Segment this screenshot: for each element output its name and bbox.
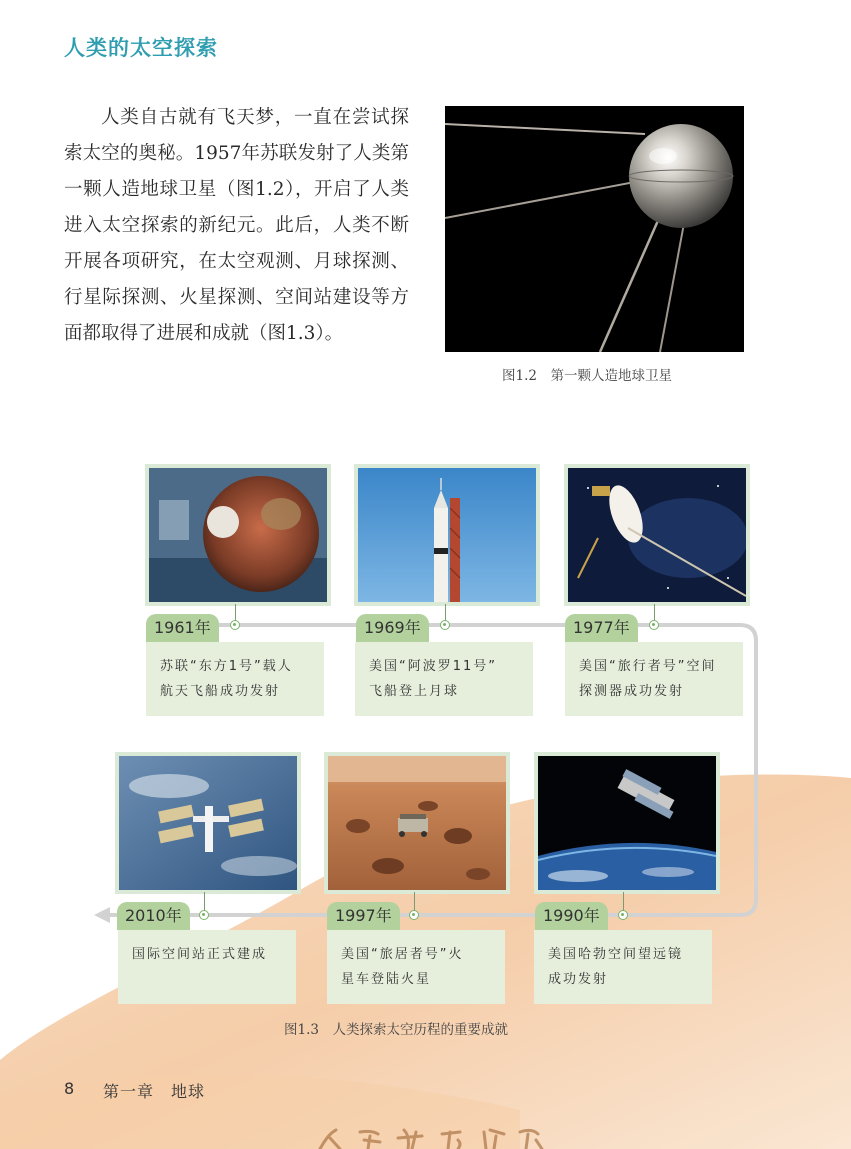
publisher-logo [300, 1120, 560, 1149]
event-desc-line: 美国“旅居者号”火 [341, 947, 464, 962]
timeline-dot [409, 910, 419, 920]
page-number: 8 [64, 1079, 75, 1098]
event-desc-1977 [565, 642, 743, 716]
year-tag-2010: 2010年 [117, 902, 190, 930]
sputnik-photo [445, 106, 744, 352]
timeline-dot [440, 620, 450, 630]
year-tag-1969: 1969年 [356, 614, 429, 642]
photo-apollo-11 [354, 464, 540, 606]
intro-paragraph: 人类自古就有飞天梦，一直在尝试探索太空的奥秘。1957年苏联发射了人类第一颗人造地球卫星（图1.2），开启了人类进入太空探索的新纪元。此后，人类不断开展各项研究，在太空观测、月球探测、行星际探测、火星探测、空间站建设等方面都取得了进展和成就（图1.3）。 [64, 107, 409, 344]
figure-1-3-caption: 图1.3 人类探索太空历程的重要成就 [284, 1022, 508, 1038]
photo-vostok-1 [145, 464, 331, 606]
event-desc-1990 [534, 930, 712, 1004]
year-tag-1977: 1977年 [565, 614, 638, 642]
event-desc-line: 国际空间站正式建成 [132, 947, 268, 962]
timeline-dot [649, 620, 659, 630]
year-tag-1961: 1961年 [146, 614, 219, 642]
photo-voyager [564, 464, 750, 606]
event-desc-line: 探测器成功发射 [579, 684, 685, 699]
chapter-label: 第一章 地球 [103, 1082, 206, 1101]
event-desc-line: 航天飞船成功发射 [160, 684, 281, 699]
year-tag-1997: 1997年 [327, 902, 400, 930]
event-desc-1997 [327, 930, 505, 1004]
timeline-dot [618, 910, 628, 920]
event-desc-2010 [118, 930, 296, 1004]
event-desc-line: 星车登陆火星 [341, 972, 432, 987]
photo-hubble [534, 752, 720, 894]
event-desc-line: 美国“旅行者号”空间 [579, 659, 717, 674]
event-desc-line: 飞船登上月球 [369, 684, 460, 699]
photo-iss [115, 752, 301, 894]
photo-sojourner [324, 752, 510, 894]
timeline-dot [199, 910, 209, 920]
event-desc-line: 苏联“东方1号”载人 [160, 659, 293, 674]
section-title: 人类的太空探索 [64, 36, 218, 60]
year-tag-1990: 1990年 [535, 902, 608, 930]
event-desc-line: 美国哈勃空间望远镜 [548, 947, 684, 962]
timeline-dot [230, 620, 240, 630]
event-desc-line: 美国“阿波罗11号” [369, 659, 498, 674]
event-desc-1969 [355, 642, 533, 716]
event-desc-line: 成功发射 [548, 972, 609, 987]
event-desc-1961 [146, 642, 324, 716]
figure-1-2-caption: 图1.2 第一颗人造地球卫星 [502, 368, 672, 384]
